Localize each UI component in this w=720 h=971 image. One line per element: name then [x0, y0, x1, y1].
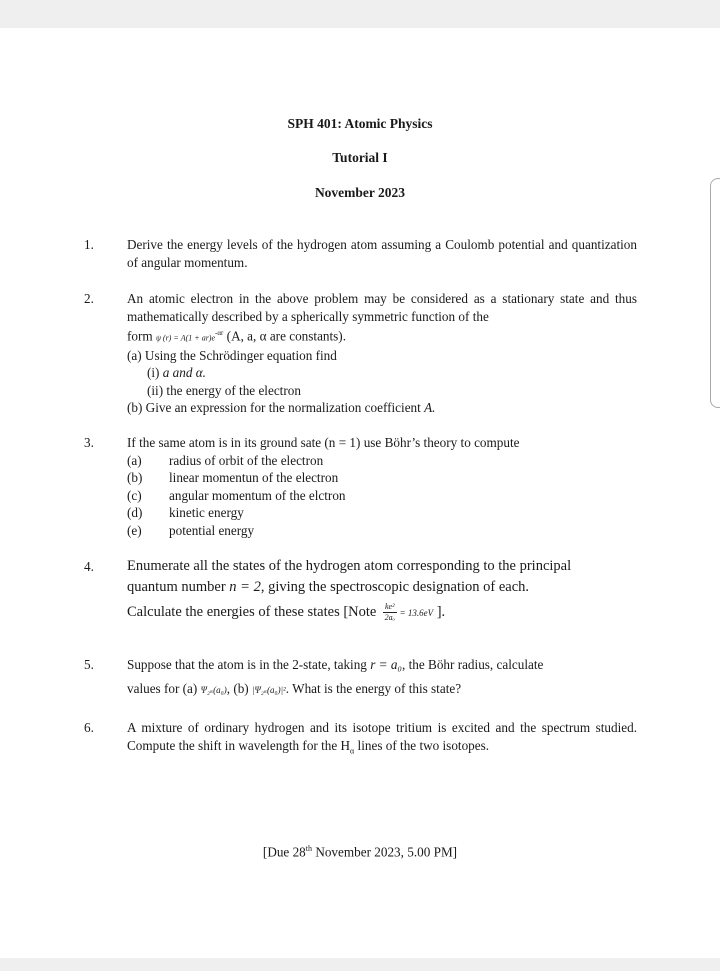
- question-line-3: Calculate the energies of these states [Note $\frac{\text{ke²}}{\text{2aₒ}}$ = 13.6eV ].: [127, 602, 446, 623]
- question-line-2: values for (a) Ψ₂ₛ(a₀), (b) |Ψ₂ₛ(a₀)|². What is the energy of this state?: [127, 680, 462, 696]
- wavefunction-formula: ψ (r) = A(1 + ar)e: [155, 333, 216, 343]
- psi-value: Ψ₂ₛ(a₀): [200, 684, 227, 695]
- note-value: = 13.6eV: [399, 608, 434, 618]
- document-page: [0, 28, 720, 958]
- list-item: (e) potential energy: [127, 522, 255, 538]
- due-date: [Due 28th November 2023, 5.00 PM]: [262, 844, 458, 860]
- question-body: [127, 290, 637, 417]
- wavefunction-form-line: form ψ $(r) = A(1 + ar)e^{-\alpha r}$ (A, a, α are constants).: [127, 328, 346, 344]
- question-text: An atomic electron in the above problem may be considered as a stationary state and thus mathematically described by a spherically symmetric function of the: [127, 291, 637, 324]
- question-number: 1.: [84, 237, 94, 252]
- tutorial-title: Tutorial I: [332, 150, 388, 165]
- side-scroll-tab[interactable]: [710, 178, 720, 408]
- part-a-i: (i) a and α.: [147, 365, 206, 381]
- ke-fraction: $\frac{\text{ke²}}{\text{2aₒ}}$: [384, 602, 395, 623]
- question-number: 3.: [84, 435, 94, 450]
- list-item: (c) angular momentum of the elctron: [127, 487, 346, 503]
- list-item: (b) linear momentun of the electron: [127, 470, 339, 485]
- question-text: A mixture of ordinary hydrogen and its isotope tritium is excited and the spectrum studied. Compute the shift in wavelength for the $H_\alpha$ lines of the two isotopes.: [127, 720, 637, 756]
- question-line-1: Enumerate all the states of the hydrogen atom corresponding to the principal: [127, 558, 572, 574]
- question-text: If the same atom is in its ground sate (n = 1) use Böhr’s theory to compute: [127, 435, 520, 450]
- question-body: [127, 656, 637, 699]
- question-body: [127, 556, 637, 624]
- date-heading: November 2023: [314, 185, 406, 200]
- question-line-1: Suppose that the atom is in the 2-state, taking r = a₀, the Böhr radius, calculate: [127, 657, 544, 672]
- question-text: Derive the energy levels of the hydrogen atom assuming a Coulomb potential and quantization of angular momentum.: [127, 237, 637, 270]
- question-number: 2.: [84, 291, 94, 306]
- question-number: 6.: [84, 720, 94, 735]
- question-line-2: quantum number n = 2, giving the spectroscopic designation of each.: [127, 579, 530, 595]
- psi-squared: |Ψ₂ₛ(a₀)|²: [252, 684, 286, 695]
- question-body: [127, 434, 637, 539]
- part-a: (a) Using the Schrödinger equation find: [127, 347, 337, 363]
- list-item: (d) kinetic energy: [127, 505, 244, 520]
- question-number: 5.: [84, 657, 94, 672]
- part-a-ii: (ii) the energy of the electron: [147, 382, 301, 398]
- part-b: (b) Give an expression for the normalization coefficient A.: [127, 400, 436, 416]
- question-number: 4.: [84, 559, 94, 574]
- list-item: (a) radius of orbit of the electron: [127, 452, 324, 468]
- course-title: SPH 401: Atomic Physics: [287, 116, 433, 131]
